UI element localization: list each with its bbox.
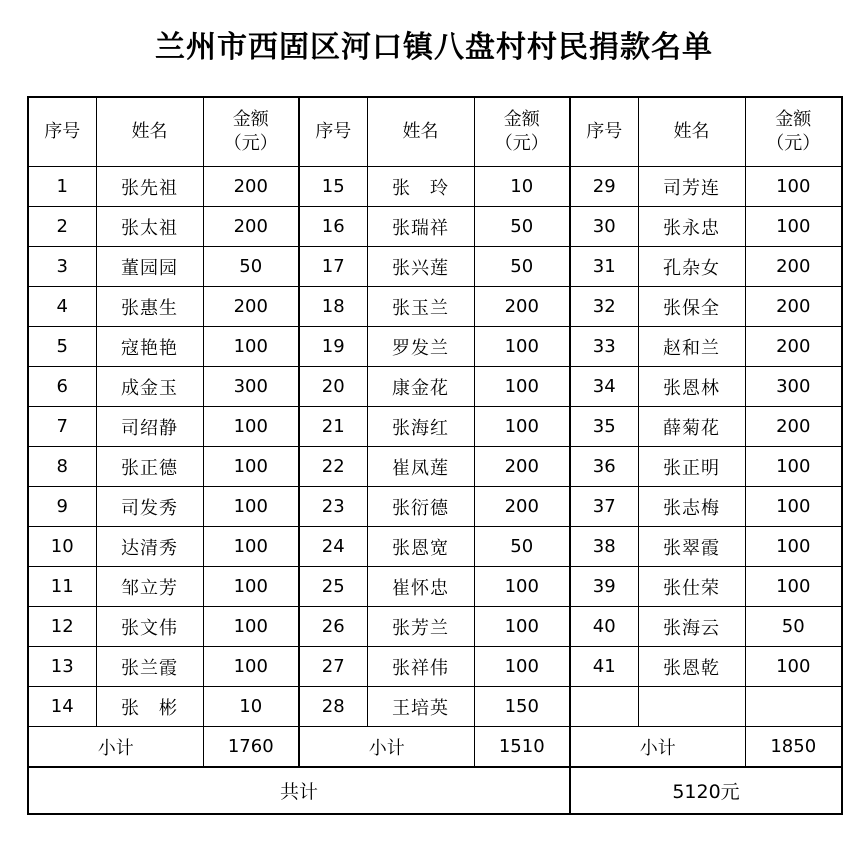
amount-cell: 100	[745, 207, 842, 247]
amount-cell: 100	[745, 527, 842, 567]
seq-cell: 35	[570, 407, 638, 447]
seq-cell: 21	[299, 407, 367, 447]
table-row	[28, 647, 842, 687]
amount-cell: 200	[203, 287, 299, 327]
name-cell: 张仕荣	[638, 567, 745, 607]
name-cell: 张恩乾	[638, 647, 745, 687]
seq-cell: 27	[299, 647, 367, 687]
name-cell: 司绍静	[96, 407, 203, 447]
table-row	[28, 167, 842, 207]
seq-cell: 20	[299, 367, 367, 407]
amount-cell: 100	[745, 447, 842, 487]
name-cell: 张先祖	[96, 167, 203, 207]
name-cell: 司芳连	[638, 167, 745, 207]
seq-cell: 39	[570, 567, 638, 607]
amount-cell: 100	[203, 607, 299, 647]
header-name: 姓名	[638, 97, 745, 167]
seq-cell: 3	[28, 247, 96, 287]
amount-cell: 100	[745, 567, 842, 607]
amount-cell	[745, 687, 842, 727]
name-cell: 薛菊花	[638, 407, 745, 447]
amount-cell: 100	[203, 647, 299, 687]
amount-cell: 100	[474, 647, 570, 687]
seq-cell: 23	[299, 487, 367, 527]
amount-cell: 100	[203, 487, 299, 527]
amount-cell: 50	[474, 247, 570, 287]
header-amount-line2: （元）	[494, 133, 549, 154]
header-seq: 序号	[570, 97, 638, 167]
name-cell: 张保全	[638, 287, 745, 327]
amount-cell: 200	[474, 287, 570, 327]
header-amount	[203, 97, 299, 167]
name-cell: 张海红	[367, 407, 474, 447]
amount-cell: 50	[474, 207, 570, 247]
table-row	[28, 607, 842, 647]
seq-cell: 15	[299, 167, 367, 207]
amount-cell: 100	[474, 607, 570, 647]
header-amount-line2: （元）	[223, 133, 278, 154]
name-cell	[638, 687, 745, 727]
amount-cell: 100	[203, 447, 299, 487]
table-row	[28, 367, 842, 407]
name-cell: 崔怀忠	[367, 567, 474, 607]
amount-cell: 200	[745, 327, 842, 367]
seq-cell: 41	[570, 647, 638, 687]
amount-cell: 200	[203, 167, 299, 207]
name-cell: 张玉兰	[367, 287, 474, 327]
amount-cell: 300	[203, 367, 299, 407]
name-cell: 张永忠	[638, 207, 745, 247]
seq-cell: 11	[28, 567, 96, 607]
seq-cell: 2	[28, 207, 96, 247]
amount-cell: 10	[474, 167, 570, 207]
header-seq: 序号	[28, 97, 96, 167]
name-cell: 达清秀	[96, 527, 203, 567]
seq-cell: 8	[28, 447, 96, 487]
seq-cell: 34	[570, 367, 638, 407]
header-amount	[474, 97, 570, 167]
amount-cell: 100	[203, 327, 299, 367]
name-cell: 罗发兰	[367, 327, 474, 367]
header-amount-line1: 金额	[775, 109, 812, 130]
seq-cell: 40	[570, 607, 638, 647]
seq-cell: 4	[28, 287, 96, 327]
seq-cell: 9	[28, 487, 96, 527]
donation-table	[27, 96, 843, 815]
name-cell: 张正德	[96, 447, 203, 487]
name-cell: 张文伟	[96, 607, 203, 647]
seq-cell: 24	[299, 527, 367, 567]
seq-cell: 5	[28, 327, 96, 367]
name-cell: 赵和兰	[638, 327, 745, 367]
seq-cell: 31	[570, 247, 638, 287]
seq-cell: 17	[299, 247, 367, 287]
total-value: 5120元	[570, 767, 842, 814]
header-name: 姓名	[367, 97, 474, 167]
amount-cell: 50	[745, 607, 842, 647]
seq-cell: 29	[570, 167, 638, 207]
seq-cell: 36	[570, 447, 638, 487]
name-cell: 张兰霞	[96, 647, 203, 687]
amount-cell: 200	[474, 447, 570, 487]
name-cell: 成金玉	[96, 367, 203, 407]
table-row	[28, 247, 842, 287]
seq-cell: 12	[28, 607, 96, 647]
seq-cell: 1	[28, 167, 96, 207]
seq-cell: 28	[299, 687, 367, 727]
header-row	[28, 97, 842, 167]
amount-cell: 10	[203, 687, 299, 727]
seq-cell: 22	[299, 447, 367, 487]
table-row	[28, 327, 842, 367]
table-row	[28, 527, 842, 567]
name-cell: 康金花	[367, 367, 474, 407]
total-label: 共计	[28, 767, 570, 814]
subtotal-value: 1510	[474, 727, 570, 768]
header-amount	[745, 97, 842, 167]
name-cell: 司发秀	[96, 487, 203, 527]
name-cell: 孔杂女	[638, 247, 745, 287]
seq-cell: 7	[28, 407, 96, 447]
header-seq: 序号	[299, 97, 367, 167]
seq-cell: 19	[299, 327, 367, 367]
subtotal-label: 小计	[299, 727, 474, 768]
table-row	[28, 207, 842, 247]
name-cell: 张翠霞	[638, 527, 745, 567]
seq-cell: 30	[570, 207, 638, 247]
seq-cell: 33	[570, 327, 638, 367]
table-row	[28, 487, 842, 527]
name-cell: 张衍德	[367, 487, 474, 527]
amount-cell: 100	[745, 647, 842, 687]
seq-cell: 25	[299, 567, 367, 607]
amount-cell: 50	[474, 527, 570, 567]
amount-cell: 300	[745, 367, 842, 407]
amount-cell: 200	[474, 487, 570, 527]
seq-cell: 18	[299, 287, 367, 327]
seq-cell: 13	[28, 647, 96, 687]
name-cell: 张正明	[638, 447, 745, 487]
seq-cell: 26	[299, 607, 367, 647]
header-amount-line2: （元）	[766, 133, 821, 154]
name-cell: 张兴莲	[367, 247, 474, 287]
header-amount-line1: 金额	[232, 109, 269, 130]
name-cell: 张志梅	[638, 487, 745, 527]
name-cell: 董园园	[96, 247, 203, 287]
amount-cell: 100	[474, 567, 570, 607]
table-row	[28, 447, 842, 487]
seq-cell: 16	[299, 207, 367, 247]
subtotal-label: 小计	[28, 727, 203, 768]
amount-cell: 100	[474, 367, 570, 407]
header-name: 姓名	[96, 97, 203, 167]
name-cell: 张太祖	[96, 207, 203, 247]
page-title: 兰州市西固区河口镇八盘村村民捐款名单	[155, 30, 713, 65]
seq-cell: 10	[28, 527, 96, 567]
subtotal-label: 小计	[570, 727, 745, 768]
name-cell: 王培英	[367, 687, 474, 727]
amount-cell: 200	[745, 287, 842, 327]
name-cell: 张 玲	[367, 167, 474, 207]
table-row	[28, 567, 842, 607]
name-cell: 张祥伟	[367, 647, 474, 687]
seq-cell: 14	[28, 687, 96, 727]
amount-cell: 100	[474, 327, 570, 367]
seq-cell	[570, 687, 638, 727]
amount-cell: 150	[474, 687, 570, 727]
subtotal-value: 1850	[745, 727, 842, 768]
table-row	[28, 687, 842, 727]
subtotal-row	[28, 727, 842, 768]
amount-cell: 100	[203, 527, 299, 567]
seq-cell: 38	[570, 527, 638, 567]
amount-cell: 50	[203, 247, 299, 287]
total-row	[28, 767, 842, 814]
name-cell: 张 彬	[96, 687, 203, 727]
name-cell: 张瑞祥	[367, 207, 474, 247]
name-cell: 张恩宽	[367, 527, 474, 567]
name-cell: 邹立芳	[96, 567, 203, 607]
amount-cell: 100	[203, 407, 299, 447]
name-cell: 寇艳艳	[96, 327, 203, 367]
name-cell: 张芳兰	[367, 607, 474, 647]
amount-cell: 200	[745, 407, 842, 447]
seq-cell: 32	[570, 287, 638, 327]
name-cell: 张海云	[638, 607, 745, 647]
amount-cell: 100	[474, 407, 570, 447]
subtotal-value: 1760	[203, 727, 299, 768]
name-cell: 张惠生	[96, 287, 203, 327]
header-amount-line1: 金额	[503, 109, 540, 130]
name-cell: 崔凤莲	[367, 447, 474, 487]
amount-cell: 100	[745, 167, 842, 207]
amount-cell: 100	[203, 567, 299, 607]
amount-cell: 200	[203, 207, 299, 247]
amount-cell: 200	[745, 247, 842, 287]
name-cell: 张恩林	[638, 367, 745, 407]
seq-cell: 37	[570, 487, 638, 527]
table-row	[28, 287, 842, 327]
seq-cell: 6	[28, 367, 96, 407]
amount-cell: 100	[745, 487, 842, 527]
table-row	[28, 407, 842, 447]
